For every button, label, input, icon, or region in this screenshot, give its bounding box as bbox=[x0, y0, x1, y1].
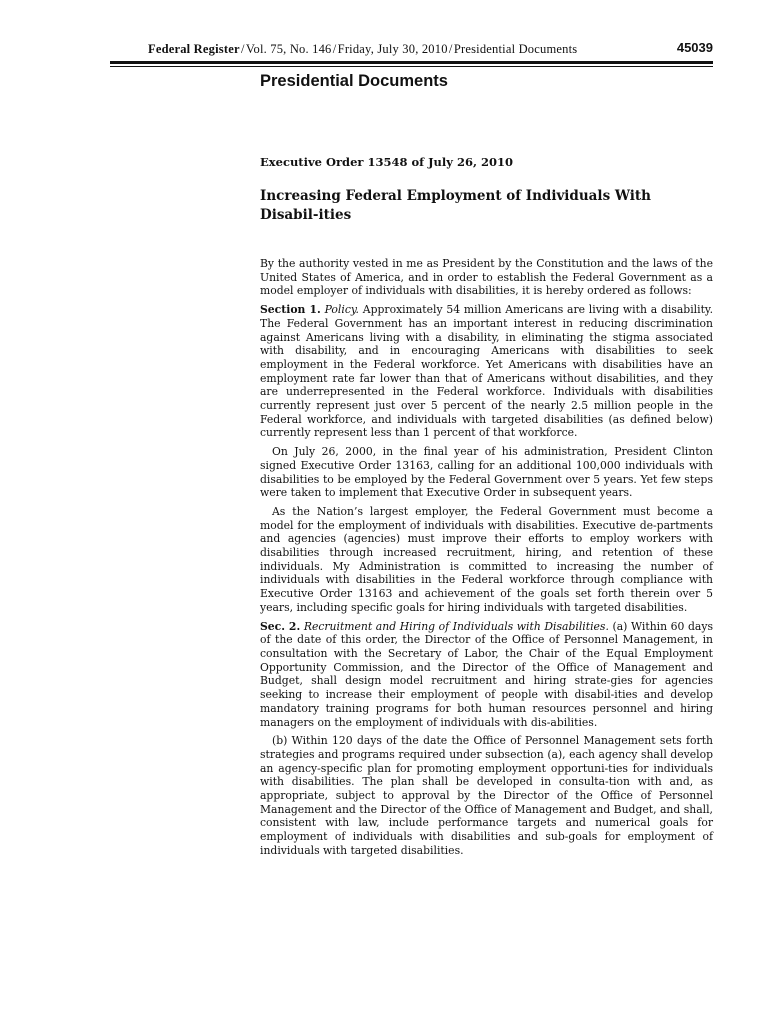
section-2-label: Sec. 2. bbox=[260, 619, 301, 633]
section-1-text: Approximately 54 million Americans are living with a disability. The Federal Government has an important interest in reducing discrimination against Americans living with a disability, in eliminating the stigma associated with disability, and in encouraging Americans with disabilities to seek employment in the Federal workforce. Yet Americans with disabilities have an employment rate far lower than that of Americans without disabilities, and they are underrepresented in the Federal workforce. Individuals with disabilities currently represent just over 5 percent of the nearly 2.5 million people in the Federal workforce, and individuals with targeted disabilities (as defined below) currently represent less than 1 percent of that workforce. bbox=[260, 303, 713, 440]
clinton-paragraph: On July 26, 2000, in the final year of his administration, President Clinton signed Executive Order 13163, calling for an additional 100,000 individuals with disabilities to be employed by the Federal Government over 5 years. Yet few steps were taken to implement that Executive Order in subsequent years. bbox=[260, 445, 713, 500]
section-1-heading: Policy. bbox=[324, 303, 359, 317]
intro-paragraph: By the authority vested in me as President by the Constitution and the laws of the United States of America, and in order to establish the Federal Government as a model employer of individuals with disabilities, it is hereby ordered as follows: bbox=[260, 257, 713, 298]
model-employer-paragraph: As the Nation’s largest employer, the Federal Government must become a model for the employment of individuals with disabilities. Executive de-partments and agencies (agencies) must improve their efforts to employ workers with disabilities through increased recruitment, hiring, and retention of these individuals. My Administration is committed to increasing the number of individuals with disabilities in the Federal workforce through compliance with Executive Order 13163 and achievement of the goals set forth therein over 5 years, including specific goals for hiring individuals with targeted disabilities. bbox=[260, 504, 713, 614]
header-rule-thick bbox=[110, 61, 713, 64]
section-title: Presidential Documents bbox=[260, 72, 448, 90]
section-1-label: Section 1. bbox=[260, 303, 321, 317]
running-header: Federal Register / Vol. 75, No. 146 / Friday, July 30, 2010 / Presidential Documents 45039 bbox=[148, 40, 713, 56]
header-section: Presidential Documents bbox=[453, 42, 578, 56]
section-1-paragraph bbox=[260, 303, 713, 440]
journal-name: Federal Register bbox=[148, 42, 240, 56]
issue-date: Friday, July 30, 2010 bbox=[337, 42, 448, 56]
section-2-heading: Recruitment and Hiring of Individuals with Disabilities. bbox=[303, 619, 609, 633]
section-2-paragraph bbox=[260, 620, 713, 730]
executive-order-number: Executive Order 13548 of July 26, 2010 bbox=[260, 155, 513, 169]
order-body bbox=[260, 257, 713, 863]
page-number: 45039 bbox=[676, 40, 713, 55]
section-2-text: (a) Within 60 days of the date of this order, the Director of the Office of Personnel Management, in consultation with the Secretary of Labor, the Chair of the Equal Employment Opportunity Commission, and the Director of the Office of Management and Budget, shall design model recruitment and hiring strate-gies for agencies seeking to increase their employment of people with disabil-ities and develop mandatory training programs for both human resources personnel and hiring managers on the employment of individuals with dis-abilities. bbox=[260, 619, 713, 729]
header-rule-thin bbox=[110, 66, 713, 67]
section-2b-paragraph: (b) Within 120 days of the date the Office of Personnel Management sets forth strategies and programs required under subsection (a), each agency shall develop an agency-specific plan for promoting employment opportuni-ties for individuals with disabilities. The plan shall be developed in consulta-tion with and, as appropriate, subject to approval by the Director of the Office of Personnel Management and the Director of the Office of Management and Budget, and shall, consistent with law, include performance targets and numerical goals for employment of individuals with disabilities and sub-goals for employment of individuals with targeted disabilities. bbox=[260, 734, 713, 857]
executive-order-title: Increasing Federal Employment of Individuals With Disabil-ities bbox=[260, 188, 651, 223]
volume-number: Vol. 75, No. 146 bbox=[245, 42, 332, 56]
